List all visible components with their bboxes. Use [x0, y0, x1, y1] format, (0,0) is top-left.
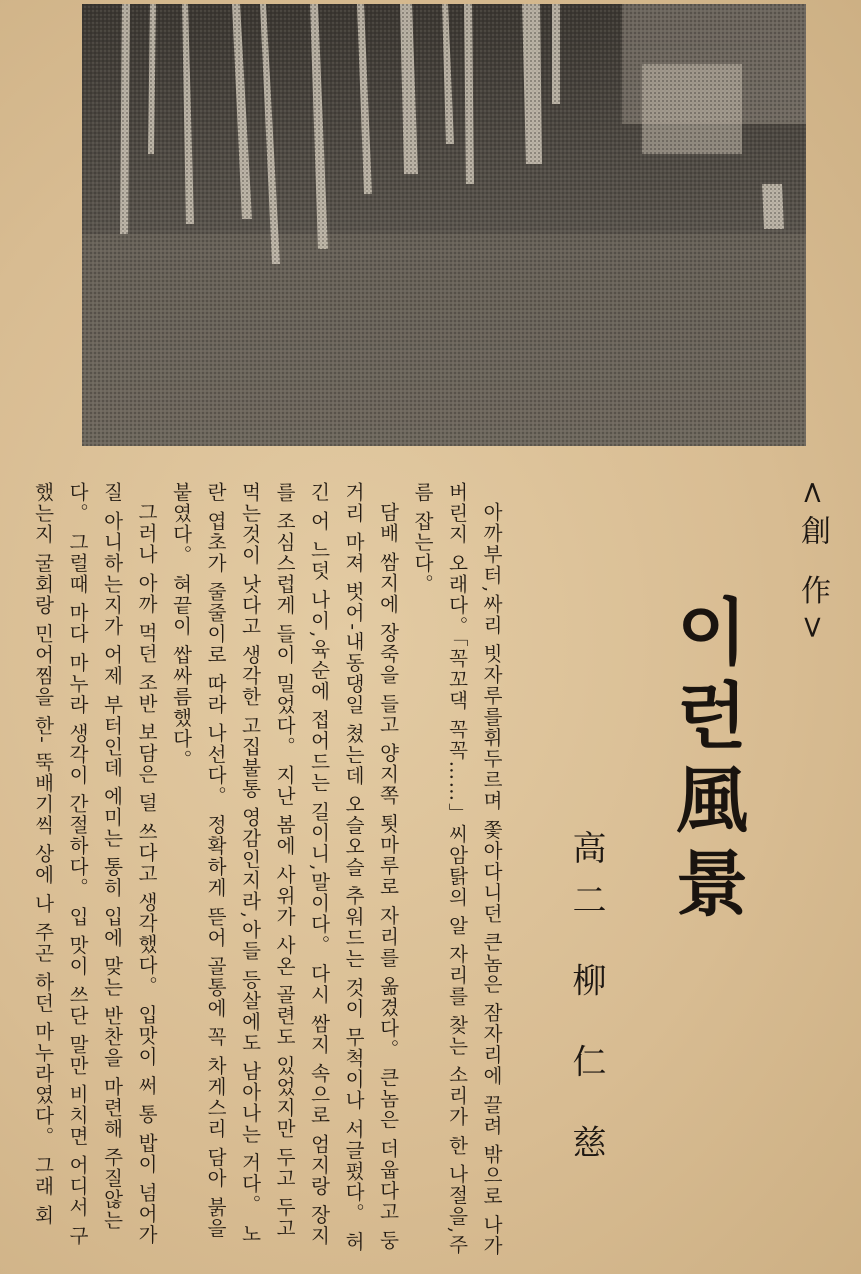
- article-title: 이런風景: [664, 594, 749, 930]
- paragraph: 담배 쌈지에 장죽을 들고 양지쪽 툇마루로 자리를 옮겼다。 큰놈은 더웁다고 둥거리 마져 벗어-내동댕일 쳤는데 오슬오슬 추워드는 것이 무척이나 서글펐다。 허긴 어 느덧 나이,육순에 접어드는 길이니,말이다。 다시 쌈지 속으로 엄지랑 장지를 조심스럽게 들이 밀었다。 지난 봄에 사위가 사온 골련도 있었지만 두고 두고 먹는것이 낫다고 생각한 고집불통 영감인지라,아들 등살에도 남아나는 거다。 노란 엽초가 줄줄이로 따라 나선다。 정확하게 뜯어 골통에 꼭 차게스리 담아 붉을 붙였다。 혀끝이 쌉싸름했다。: [169, 482, 400, 1253]
- article-body: [20, 482, 508, 1262]
- forest-photo: [82, 4, 806, 446]
- paragraph: 그러나 아까 먹던 조반 보담은 덜 쓰다고 생각했다。 입맛이 써 통 밥이 넘어가질 아니하는지가 어제 부터인데 에미는 통히 입에 맞는 반찬을 마련해 주질않는다。 그럴때 마다 마누라 생각이 간절하다。 입 맛이 쓰단 말만 비치면 어디서 구했는지 굴회랑 민어찜을 한- 뚝배기씩 상에 나 주곤 하던 마누라였다。 그래 회: [31, 482, 158, 1247]
- paragraph: 아까부터,싸리 빗자루를휘두르며 쫓아다니던 큰놈은 잠자리에 끌려 밖으로 나가 버린지 오래다。「꼭꼬댁 꼭꼭……」씨암탉의 알 자리를 찾는 소리가 한 나절을,주름 잡는다。: [411, 482, 503, 1257]
- author-byline: 高二 柳 仁 慈: [566, 830, 606, 1177]
- genre-label: <創 作>: [795, 480, 830, 650]
